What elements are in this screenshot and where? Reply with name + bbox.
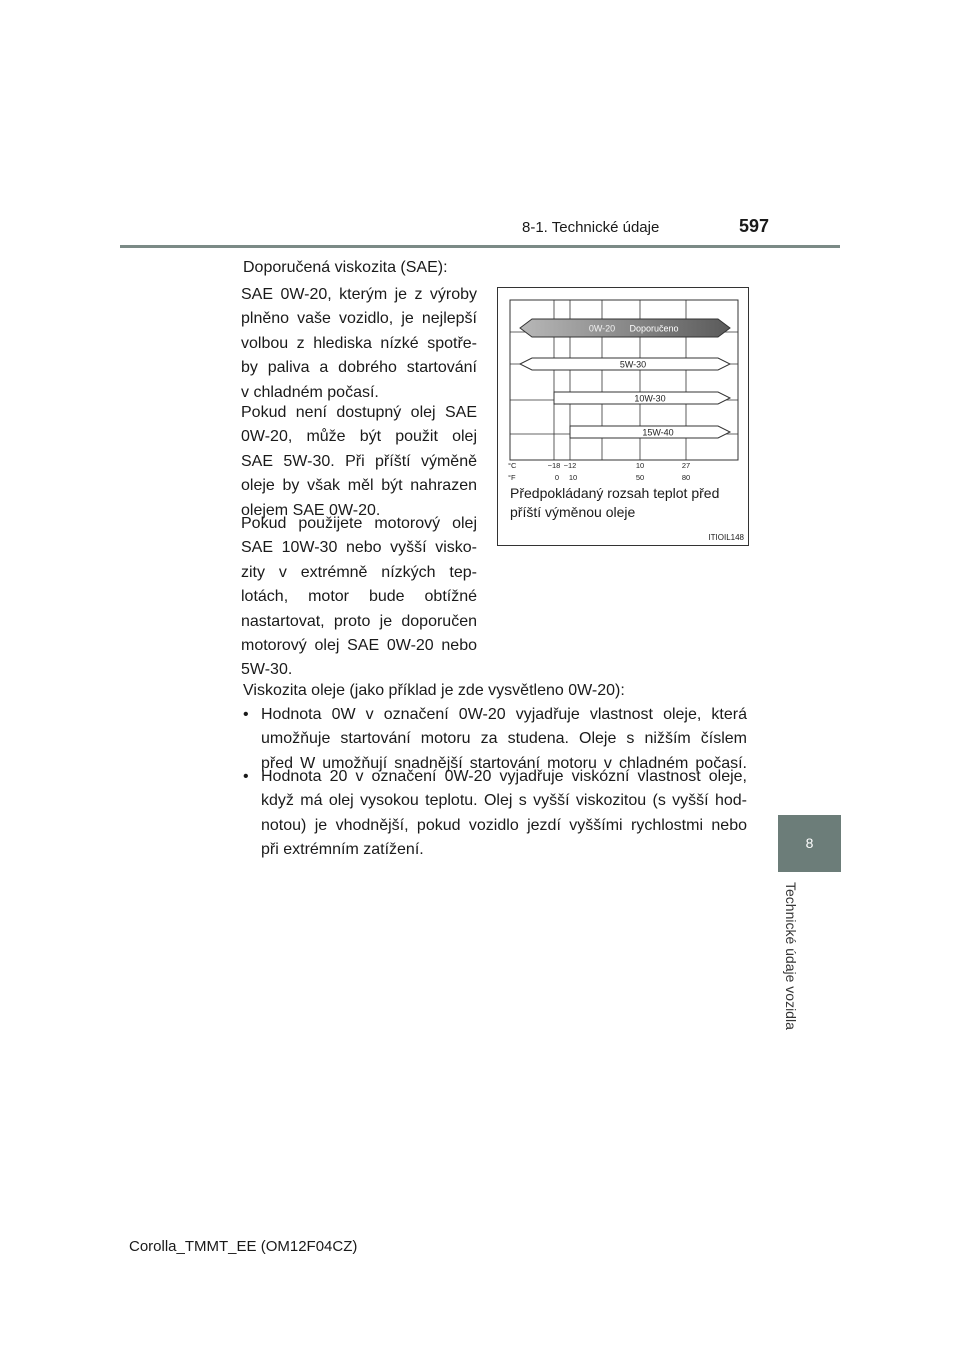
text-line: SAE 0W-20, kterým je z výroby: [241, 286, 477, 303]
chapter-label: Technické údaje vozidla: [783, 882, 799, 1030]
text-line: notou) je vhodnější, pokud vozidlo jezdí vyššími rychlostmi nebo: [261, 816, 747, 834]
text-line: oleje by však měl být nahrazen: [241, 477, 477, 495]
bar-label: 5W-30: [619, 359, 647, 370]
text-line: Pokud není dostupný olej SAE: [241, 404, 477, 421]
text-line: lotách, motor bude obtížné: [241, 588, 477, 606]
paragraph-cold-start-warning: [241, 512, 477, 683]
bullet-mark: •: [243, 706, 249, 723]
text-line: olejem SAE 0W-20.: [241, 501, 381, 519]
text-line: nastartovat, proto je doporučen: [241, 612, 477, 630]
text-line: v chladném počasí.: [241, 383, 379, 401]
text-line: by paliva a dobrého startování: [241, 359, 477, 377]
text-line: když má olej vysokou teplotu. Olej s vyšší viskozitou (s vyšší hod-: [261, 792, 747, 810]
manual-id: Corolla_TMMT_EE (OM12F04CZ): [129, 1238, 358, 1255]
tick-label-fahrenheit: 0: [554, 473, 560, 482]
header-rule: [120, 245, 840, 248]
text-line: plněno vaše vozidlo, je nejlepší: [241, 310, 477, 328]
text-line: 0W-20, může být použit olej: [241, 428, 477, 446]
page-number: 597: [739, 216, 770, 236]
section-title: 8-1. Technické údaje: [522, 219, 660, 236]
text-line: Hodnota 20 v označení 0W-20 vyjadřuje viskózní vlastnost oleje,: [261, 768, 747, 785]
text-line: motorový olej SAE 0W-20 nebo: [241, 637, 477, 655]
bullet-item: [243, 765, 747, 863]
bar-label: 0W-20: [588, 323, 616, 334]
unit-celsius: °C: [508, 461, 517, 470]
text-line: Pokud použijete motorový olej: [241, 515, 477, 532]
bullet-text: [261, 765, 747, 863]
tick-label-fahrenheit: 80: [681, 473, 691, 482]
caption-line: Předpokládaný rozsah teplot před: [510, 485, 720, 501]
recommended-viscosity-heading: Doporučená viskozita (SAE):: [243, 259, 448, 276]
text-line: zity v extrémně nízkých tep-: [241, 563, 477, 581]
text-line: Hodnota 0W v označení 0W-20 vyjadřuje vlastnost oleje, která: [261, 706, 747, 723]
tick-label-celsius: −18: [547, 461, 561, 470]
text-line: SAE 10W-30 nebo vyšší visko-: [241, 539, 477, 557]
bullet-mark: •: [243, 768, 249, 785]
viscosity-bars: [520, 319, 730, 438]
paragraph-alternative-oil: [241, 401, 477, 523]
unit-fahrenheit: °F: [508, 473, 516, 482]
text-line: SAE 5W-30. Při příští výměně: [241, 452, 477, 470]
chapter-tab[interactable]: [778, 815, 841, 872]
viscosity-temperature-figure: [497, 287, 749, 546]
tick-label-celsius: 27: [681, 461, 691, 470]
text-line: volbou z hlediska nízké spotře-: [241, 334, 477, 352]
bar-label: 10W-30: [634, 393, 666, 404]
viscosity-explanation-heading: Viskozita oleje (jako příklad je zde vysvětleno 0W-20):: [243, 682, 625, 699]
chapter-number: 8: [805, 835, 814, 851]
bar-label: 15W-40: [642, 427, 674, 438]
tick-label-celsius: 10: [635, 461, 645, 470]
figure-id: ITIOIL148: [708, 533, 744, 542]
temperature-ticks: [508, 461, 690, 482]
paragraph-factory-oil: [241, 283, 477, 405]
bar-note: Doporučeno: [629, 323, 679, 334]
text-line: umožňuje startování motoru za studena. Oleje s nižším číslem: [261, 730, 747, 748]
tick-label-fahrenheit: 10: [568, 473, 578, 482]
tick-label-celsius: −12: [563, 461, 577, 470]
figure-caption: [510, 484, 746, 522]
viscosity-bar: [520, 319, 730, 337]
caption-line: příští výměnou oleje: [510, 504, 636, 520]
tick-label-fahrenheit: 50: [635, 473, 645, 482]
text-line: při extrémním zatížení.: [261, 841, 424, 859]
text-line: před W umožňují snadnější startování motoru v chladném počasí.: [261, 754, 747, 772]
text-line: 5W-30.: [241, 661, 293, 679]
